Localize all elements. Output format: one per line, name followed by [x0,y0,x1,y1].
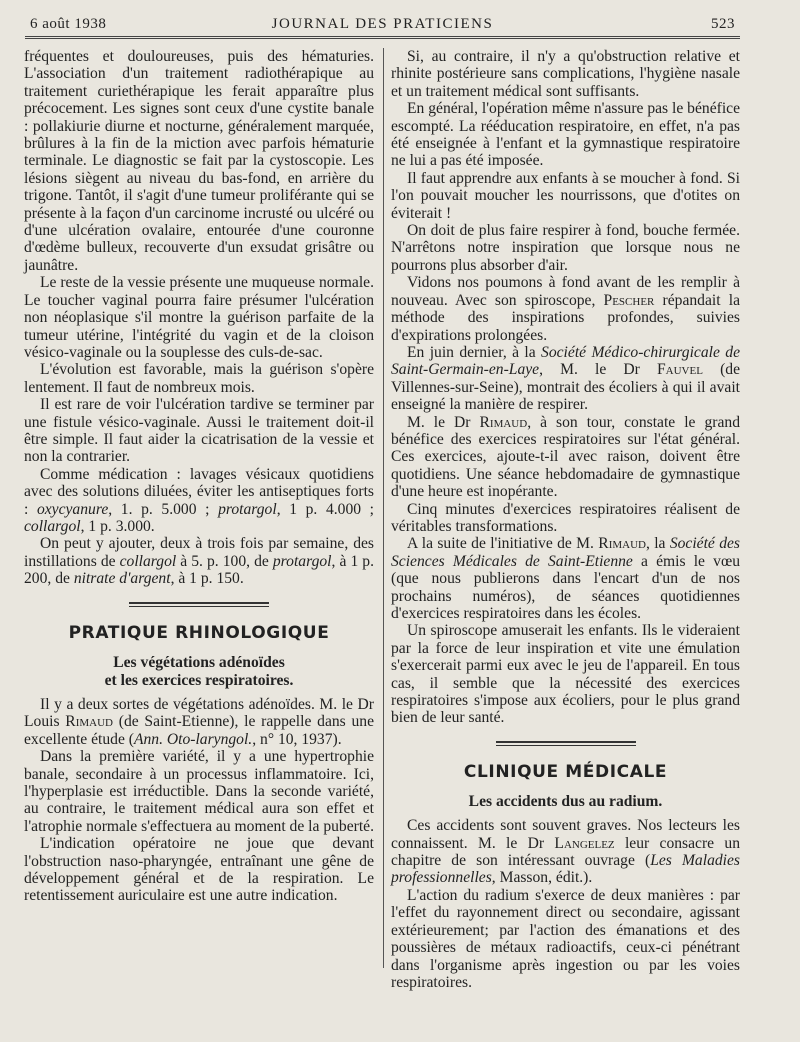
paragraph: Cinq minutes d'exercices respiratoires réalisent de véritables transformations. [391,500,740,535]
section-heading-rhinologique: PRATIQUE RHINOLOGIQUE [68,622,330,643]
article-title: Les accidents dus au radium. [468,793,663,811]
paragraph: L'action du radium s'exerce de deux manières : par l'effet du rayonnement direct ou secondaire, agissant extérieurement; par l'action des émanations et des poussières de métaux radioactifs, ceux-ci pénétrant dans l'organisme après ingestion ou par les voies respiratoires. [391,886,740,991]
column-divider [383,48,384,968]
paragraph: Un spiroscope amuserait les enfants. Ils le videraient par la force de leur inspiration et vite une émulation s'exercerait parmi eux avec le jeu de l'appareil. En tous cas, il semble que la nécessité des exercices respiratoires s'impose aux écoliers, pour le plus grand bien de leur santé. [391,622,740,727]
left-column [24,48,374,905]
paragraph: Le reste de la vessie présente une muqueuse normale. Le toucher vaginal pourra faire présumer l'ulcération non néoplasique s'il montre la guérison parfaite de la tumeur utérine, l'intégrité du vagin et de la cloison vésico-vaginale ou la souplesse des culs-de-sac. [24,274,374,361]
header-page-number: 523 [711,16,735,32]
header-journal-title: JOURNAL DES PRATICIENS [271,16,494,32]
paragraph: On peut y ajouter, deux à trois fois par semaine, des instillations de collargol à 5. p. 100, de protargol, à 1 p. 200, de nitrate d'argent, à 1 p. 150. [24,535,374,588]
paragraph: En général, l'opération même n'assure pas le bénéfice escompté. La rééducation respiratoire, en effet, n'a pas été enseignée à l'enfant et la gymnastique respiratoire ne lui a pas été imposée. [391,100,740,170]
paragraph: On doit de plus faire respirer à fond, bouche fermée. N'arrêtons notre inspiration que lorsque nous ne pourrons plus absorber d'air. [391,222,740,274]
paragraph: L'évolution est favorable, mais la guérison s'opère lentement. Il faut de nombreux mois. [24,361,374,396]
article-title: Les végétations adénoïdes et les exercices respiratoires. [104,654,294,689]
paragraph: Dans la première variété, il y a une hypertrophie banale, secondaire à un processus inflammatoire. Ici, l'hyperplasie est irréductible. Dans la seconde variété, au contraire, le traitement médical aura son effet et l'atrophie normale s'effectuera au moment de la puberté. [24,748,374,835]
header-rule [25,36,740,39]
paragraph: A la suite de l'initiative de M. Rimaud, la Société des Sciences Médicales de Saint-Etienne a émis le vœu (que nous publierons dans l'encart d'un de nos prochains numéros), de séances quotidiennes d'exercices respiratoires dans les écoles. [391,535,740,622]
paragraph: Comme médication : lavages vésicaux quotidiens avec des solutions diluées, éviter les antiseptiques forts : oxycyanure, 1. p. 5.000 ; protargol, 1 p. 4.000 ; collargol, 1 p. 3.000. [24,465,374,535]
paragraph: Ces accidents sont souvent graves. Nos lecteurs les connaissent. M. le Dr Langelez leur consacre un chapitre de son intéressant ouvrage (Les Maladies professionnelles, Masson, édit.). [391,817,741,887]
paragraph: L'indication opératoire ne joue que devant l'obstruction naso-pharyngée, entraînant une gêne de développement général et de la respiration. Le retentissement auriculaire est une autre indication. [24,835,374,905]
paragraph: Il est rare de voir l'ulcération tardive se terminer par une fistule vésico-vaginale. Aussi le traitement doit-il être simple. Il faut aider la cicatrisation de la vessie et non la contrarier. [24,396,374,466]
paragraph: Il y a deux sortes de végétations adénoïdes. M. le Dr Louis Rimaud (de Saint-Etienne), le rappelle dans une excellente étude (Ann. Oto-laryngol., n° 10, 1937). [24,696,375,748]
paragraph: Il faut apprendre aux enfants à se moucher à fond. Si l'on pouvait moucher les nourrissons, que d'otites on éviterait ! [391,169,740,222]
right-column [391,48,740,991]
section-heading-clinique: CLINIQUE MÉDICALE [463,761,668,782]
paragraph: Vidons nos poumons à fond avant de les remplir à nouveau. Avec son spiroscope, Pescher répandait la méthode des inspirations profondes, suivies d'expirations prolongées. [391,274,740,344]
paragraph: M. le Dr Rimaud, à son tour, constate le grand bénéfice des exercices respiratoires sur l'état général. Ces exercices, ajoute-t-il avec raison, doivent être quotidiens. Une séance hebdomadaire de gymnastique d'une heure est inopérante. [391,413,740,501]
paragraph: Si, au contraire, il n'y a qu'obstruction relative et rhinite postérieure sans complications, l'hygiène nasale et un traitement médical sont suffisants. [391,48,740,100]
paragraph: fréquentes et douloureuses, puis des hématuries. L'association d'un traitement radiothérapique au traitement curiethérapique les ferait apparaître plus précocement. Les signes sont ceux d'une cystite banale : pollakiurie diurne et nocturne, généralement marquée, brûlures à la fin de la miction avec parfois hématurie terminale. Le diagnostic se fait par la cystoscopie. Les lésions siègent au niveau du bas-fond, en arrière du trigone. Tantôt, il s'agit d'une tumeur proliférante qui se présente à la façon d'un carcinome incrusté ou ulcéré ou d'une ulcération ovalaire, entourée d'une couronne d'œdème bulleux, recouverte d'un exsudat grisâtre ou jaunâtre. [24,48,374,274]
paragraph: En juin dernier, à la Société Médico-chirurgicale de Saint-Germain-en-Laye, M. le Dr Fauvel (de Villennes-sur-Seine), montrait des écoliers à qui il avait enseigné la manière de respirer. [391,343,740,414]
header-date: 6 août 1938 [30,16,107,32]
section-divider [129,602,269,607]
section-divider [496,741,636,746]
